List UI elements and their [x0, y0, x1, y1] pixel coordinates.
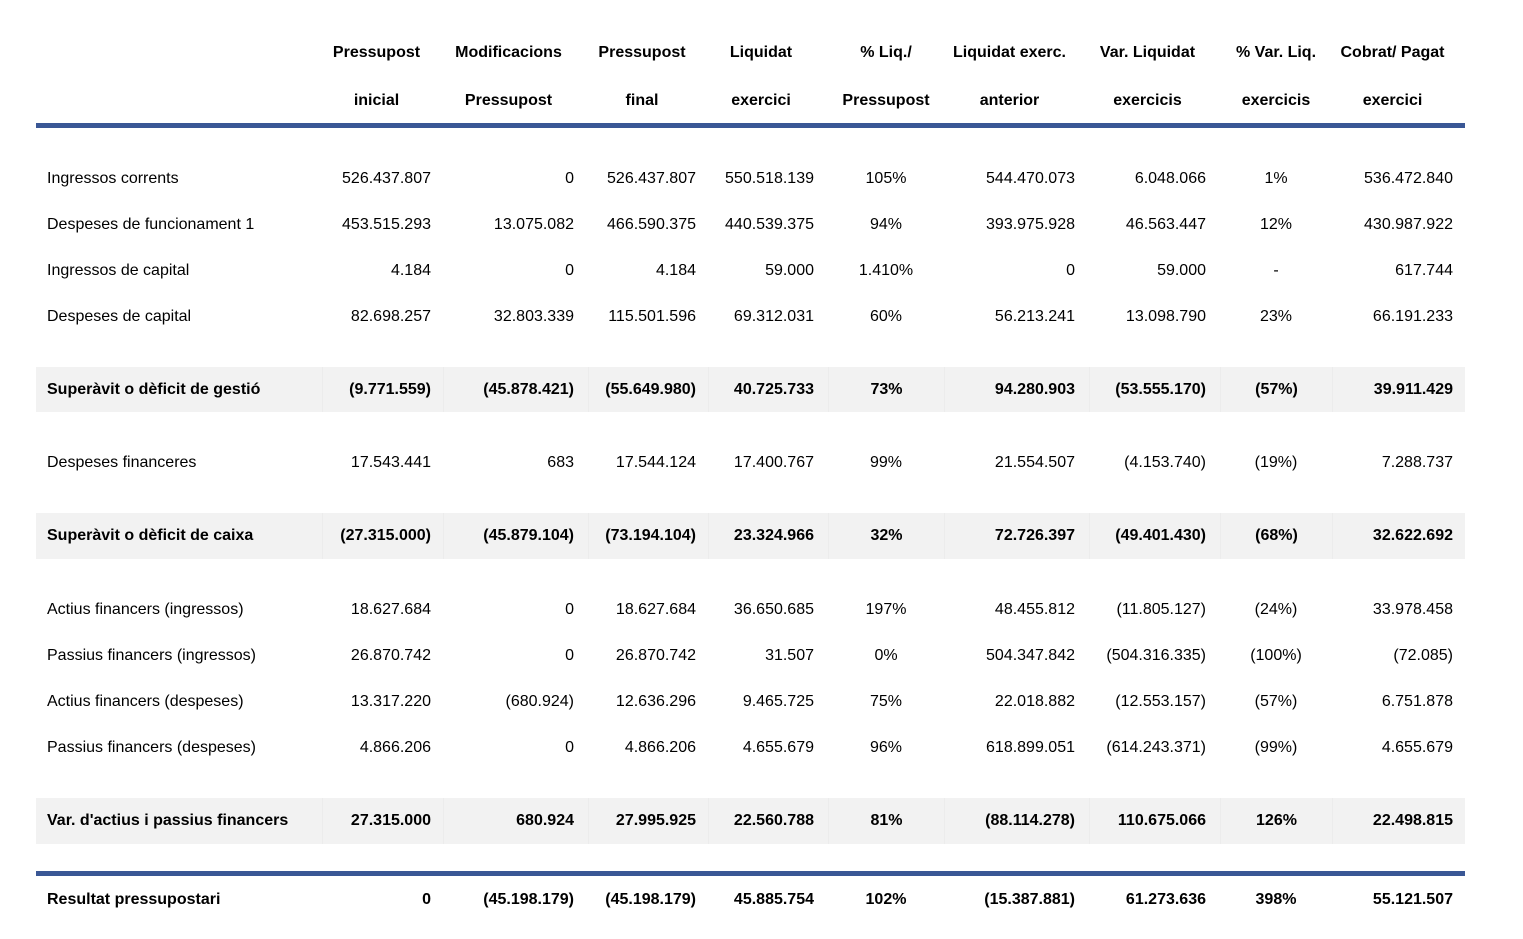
value-cell: 26.870.742 [615, 647, 696, 664]
result-rule [36, 871, 1465, 876]
value-cell: 550.518.139 [725, 170, 814, 187]
value-cell: 73% [828, 367, 944, 412]
value-cell: 526.437.807 [607, 170, 696, 187]
header-line2: exercici [1362, 92, 1423, 109]
row-label: Passius financers (despeses) [47, 739, 256, 756]
value-cell: 59.000 [1157, 262, 1206, 279]
value-cell: 504.347.842 [986, 647, 1075, 664]
table-row [36, 587, 1465, 633]
value-cell: 17.543.441 [350, 454, 431, 471]
header-rule [36, 123, 1465, 128]
value-cell: - [1273, 262, 1279, 279]
value-cell: 430.987.922 [1364, 216, 1453, 233]
value-cell: 55.121.507 [1372, 891, 1453, 908]
header-cell-pressupost-final [588, 30, 708, 122]
value-cell: (19%) [1254, 454, 1298, 471]
value-cell: 94% [869, 216, 903, 233]
value-cell: 13.075.082 [493, 216, 574, 233]
value-cell: 99% [869, 454, 903, 471]
value-cell: (73.194.104) [588, 513, 708, 559]
row-label: Superàvit o dèficit de gestió [47, 380, 261, 398]
value-cell: 197% [865, 601, 907, 618]
header-cell-pct-liq [828, 30, 944, 122]
table-row [36, 156, 1465, 202]
table-row [36, 248, 1465, 294]
value-cell: 105% [865, 170, 907, 187]
table-row [36, 725, 1465, 771]
value-cell: 9.465.725 [742, 693, 814, 710]
value-cell: 21.554.507 [994, 454, 1075, 471]
value-cell: 466.590.375 [607, 216, 696, 233]
row-label: Passius financers (ingressos) [47, 647, 256, 664]
header-cell-liquidat-exercici [708, 30, 828, 122]
value-cell: 13.098.790 [1125, 308, 1206, 325]
value-cell: 22.560.788 [708, 798, 828, 844]
header-line2: exercici [731, 92, 791, 109]
subtotal-row [36, 367, 1465, 412]
value-cell: 26.870.742 [350, 647, 431, 664]
value-cell: (88.114.278) [944, 798, 1089, 844]
value-cell: 7.288.737 [1381, 454, 1453, 471]
header-line2: anterior [979, 92, 1040, 109]
value-cell: 36.650.685 [733, 601, 814, 618]
row-label: Despeses financeres [47, 454, 197, 471]
row-label: Superàvit o dèficit de caixa [47, 527, 254, 544]
header-line2: inicial [353, 92, 400, 109]
value-cell: 4.655.679 [1381, 739, 1453, 756]
header-line2: Pressupost [842, 92, 930, 109]
value-cell: 69.312.031 [733, 308, 814, 325]
value-cell: 46.563.447 [1125, 216, 1206, 233]
header-line2: Pressupost [464, 92, 553, 109]
row-label: Actius financers (ingressos) [47, 601, 244, 618]
table-header [36, 30, 1465, 122]
value-cell: 60% [869, 308, 903, 325]
value-cell: 32.622.692 [1332, 513, 1465, 559]
value-cell: (504.316.335) [1106, 647, 1206, 664]
header-line1: Modificacions [455, 44, 562, 61]
value-cell: 61.273.636 [1125, 891, 1206, 908]
value-cell: (15.387.881) [984, 891, 1075, 908]
value-cell: 102% [865, 891, 907, 908]
value-cell: 40.725.733 [708, 367, 828, 412]
value-cell: 4.184 [390, 262, 431, 279]
value-cell: 398% [1255, 891, 1297, 908]
value-cell: (9.771.559) [322, 367, 443, 412]
value-cell: (57%) [1254, 693, 1298, 710]
value-cell: (49.401.430) [1089, 513, 1220, 559]
value-cell: 18.627.684 [350, 601, 431, 618]
value-cell: (12.553.157) [1115, 693, 1206, 710]
row-label: Resultat pressupostari [47, 891, 221, 908]
table-row [36, 633, 1465, 679]
subtotal-row [36, 513, 1465, 559]
value-cell: 440.539.375 [725, 216, 814, 233]
value-cell: 96% [869, 739, 903, 756]
value-cell: (55.649.980) [588, 367, 708, 412]
value-cell: 56.213.241 [994, 308, 1075, 325]
header-line1: Cobrat/ Pagat [1340, 44, 1445, 61]
table-row [36, 202, 1465, 248]
value-cell: 31.507 [765, 647, 814, 664]
value-cell: (45.878.421) [443, 367, 588, 412]
table-row [36, 679, 1465, 725]
result-row [36, 877, 1465, 923]
value-cell: 45.885.754 [733, 891, 814, 908]
header-line2: exercicis [1241, 92, 1311, 109]
value-cell: 4.655.679 [742, 739, 814, 756]
value-cell: 12.636.296 [615, 693, 696, 710]
value-cell: 48.455.812 [994, 601, 1075, 618]
value-cell: (57%) [1220, 367, 1332, 412]
value-cell: (680.924) [505, 693, 574, 710]
value-cell: 0 [565, 647, 574, 664]
value-cell: 4.184 [655, 262, 696, 279]
value-cell: 4.866.206 [359, 739, 431, 756]
value-cell: 1% [1264, 170, 1288, 187]
value-cell: 22.018.882 [994, 693, 1075, 710]
value-cell: 0 [422, 891, 431, 908]
row-label: Despeses de capital [47, 308, 192, 325]
value-cell: 22.498.815 [1332, 798, 1465, 844]
value-cell: (99%) [1254, 739, 1298, 756]
value-cell: 59.000 [765, 262, 814, 279]
value-cell: (45.198.179) [483, 891, 574, 908]
value-cell: 0 [565, 601, 574, 618]
value-cell: 72.726.397 [944, 513, 1089, 559]
value-cell: (100%) [1250, 647, 1302, 664]
header-cell-label [36, 30, 322, 122]
header-cell-cobrat-pagat [1332, 30, 1465, 122]
value-cell: 0 [565, 170, 574, 187]
value-cell: 94.280.903 [944, 367, 1089, 412]
value-cell: (27.315.000) [322, 513, 443, 559]
value-cell: 680.924 [443, 798, 588, 844]
value-cell: 17.544.124 [615, 454, 696, 471]
header-line2: exercicis [1113, 92, 1182, 109]
header-line1: Liquidat [729, 44, 793, 61]
value-cell: 13.317.220 [350, 693, 431, 710]
value-cell: 110.675.066 [1089, 798, 1220, 844]
value-cell: 18.627.684 [615, 601, 696, 618]
value-cell: (72.085) [1393, 647, 1453, 664]
header-cell-pressupost-inicial [322, 30, 443, 122]
value-cell: 0% [874, 647, 898, 664]
value-cell: 618.899.051 [986, 739, 1075, 756]
value-cell: 23.324.966 [708, 513, 828, 559]
value-cell: 1.410% [858, 262, 914, 279]
header-cell-var-liquidat [1089, 30, 1220, 122]
value-cell: 4.866.206 [624, 739, 696, 756]
subtotal-row [36, 798, 1465, 844]
value-cell: 33.978.458 [1372, 601, 1453, 618]
value-cell: (45.879.104) [443, 513, 588, 559]
value-cell: 126% [1220, 798, 1332, 844]
value-cell: 23% [1259, 308, 1293, 325]
header-line1: Var. Liquidat [1099, 44, 1196, 61]
row-label: Ingressos de capital [47, 262, 190, 279]
header-cell-pct-var-liq [1220, 30, 1332, 122]
header-cell-modificacions [443, 30, 588, 122]
value-cell: 526.437.807 [342, 170, 431, 187]
row-label: Var. d'actius i passius financers [47, 812, 289, 829]
header-line1: % Liq./ [860, 44, 912, 61]
value-cell: 32.803.339 [493, 308, 574, 325]
value-cell: (45.198.179) [605, 891, 696, 908]
value-cell: (53.555.170) [1089, 367, 1220, 412]
value-cell: 683 [547, 454, 574, 471]
value-cell: 12% [1259, 216, 1293, 233]
value-cell: 544.470.073 [986, 170, 1075, 187]
value-cell: 82.698.257 [350, 308, 431, 325]
header-line2: final [625, 92, 659, 109]
value-cell: 0 [1066, 262, 1075, 279]
value-cell: 27.995.925 [588, 798, 708, 844]
row-label: Despeses de funcionament 1 [47, 216, 255, 233]
value-cell: (614.243.371) [1106, 739, 1206, 756]
row-label: Actius financers (despeses) [47, 693, 244, 710]
header-line1: % Var. Liq. [1235, 44, 1317, 61]
value-cell: 75% [869, 693, 903, 710]
table-row [36, 440, 1465, 486]
value-cell: (68%) [1220, 513, 1332, 559]
value-cell: 115.501.596 [608, 308, 696, 325]
value-cell: 536.472.840 [1364, 170, 1453, 187]
value-cell: 17.400.767 [733, 454, 814, 471]
header-line1: Liquidat exerc. [953, 44, 1066, 61]
header-line1: Pressupost [598, 44, 686, 61]
value-cell: 453.515.293 [342, 216, 431, 233]
value-cell: 81% [828, 798, 944, 844]
value-cell: 39.911.429 [1332, 367, 1465, 412]
value-cell: (24%) [1254, 601, 1298, 618]
value-cell: 32% [828, 513, 944, 559]
value-cell: 27.315.000 [322, 798, 443, 844]
header-cell-liquidat-anterior [944, 30, 1089, 122]
value-cell: 6.751.878 [1381, 693, 1453, 710]
value-cell: (4.153.740) [1124, 454, 1206, 471]
table-row [36, 294, 1465, 340]
value-cell: 393.975.928 [986, 216, 1075, 233]
value-cell: 617.744 [1395, 262, 1453, 279]
value-cell: (11.805.127) [1116, 601, 1206, 618]
header-line1: Pressupost [332, 44, 421, 61]
row-label: Ingressos corrents [47, 170, 179, 187]
value-cell: 0 [565, 739, 574, 756]
value-cell: 6.048.066 [1134, 170, 1206, 187]
value-cell: 66.191.233 [1372, 308, 1453, 325]
value-cell: 0 [565, 262, 574, 279]
